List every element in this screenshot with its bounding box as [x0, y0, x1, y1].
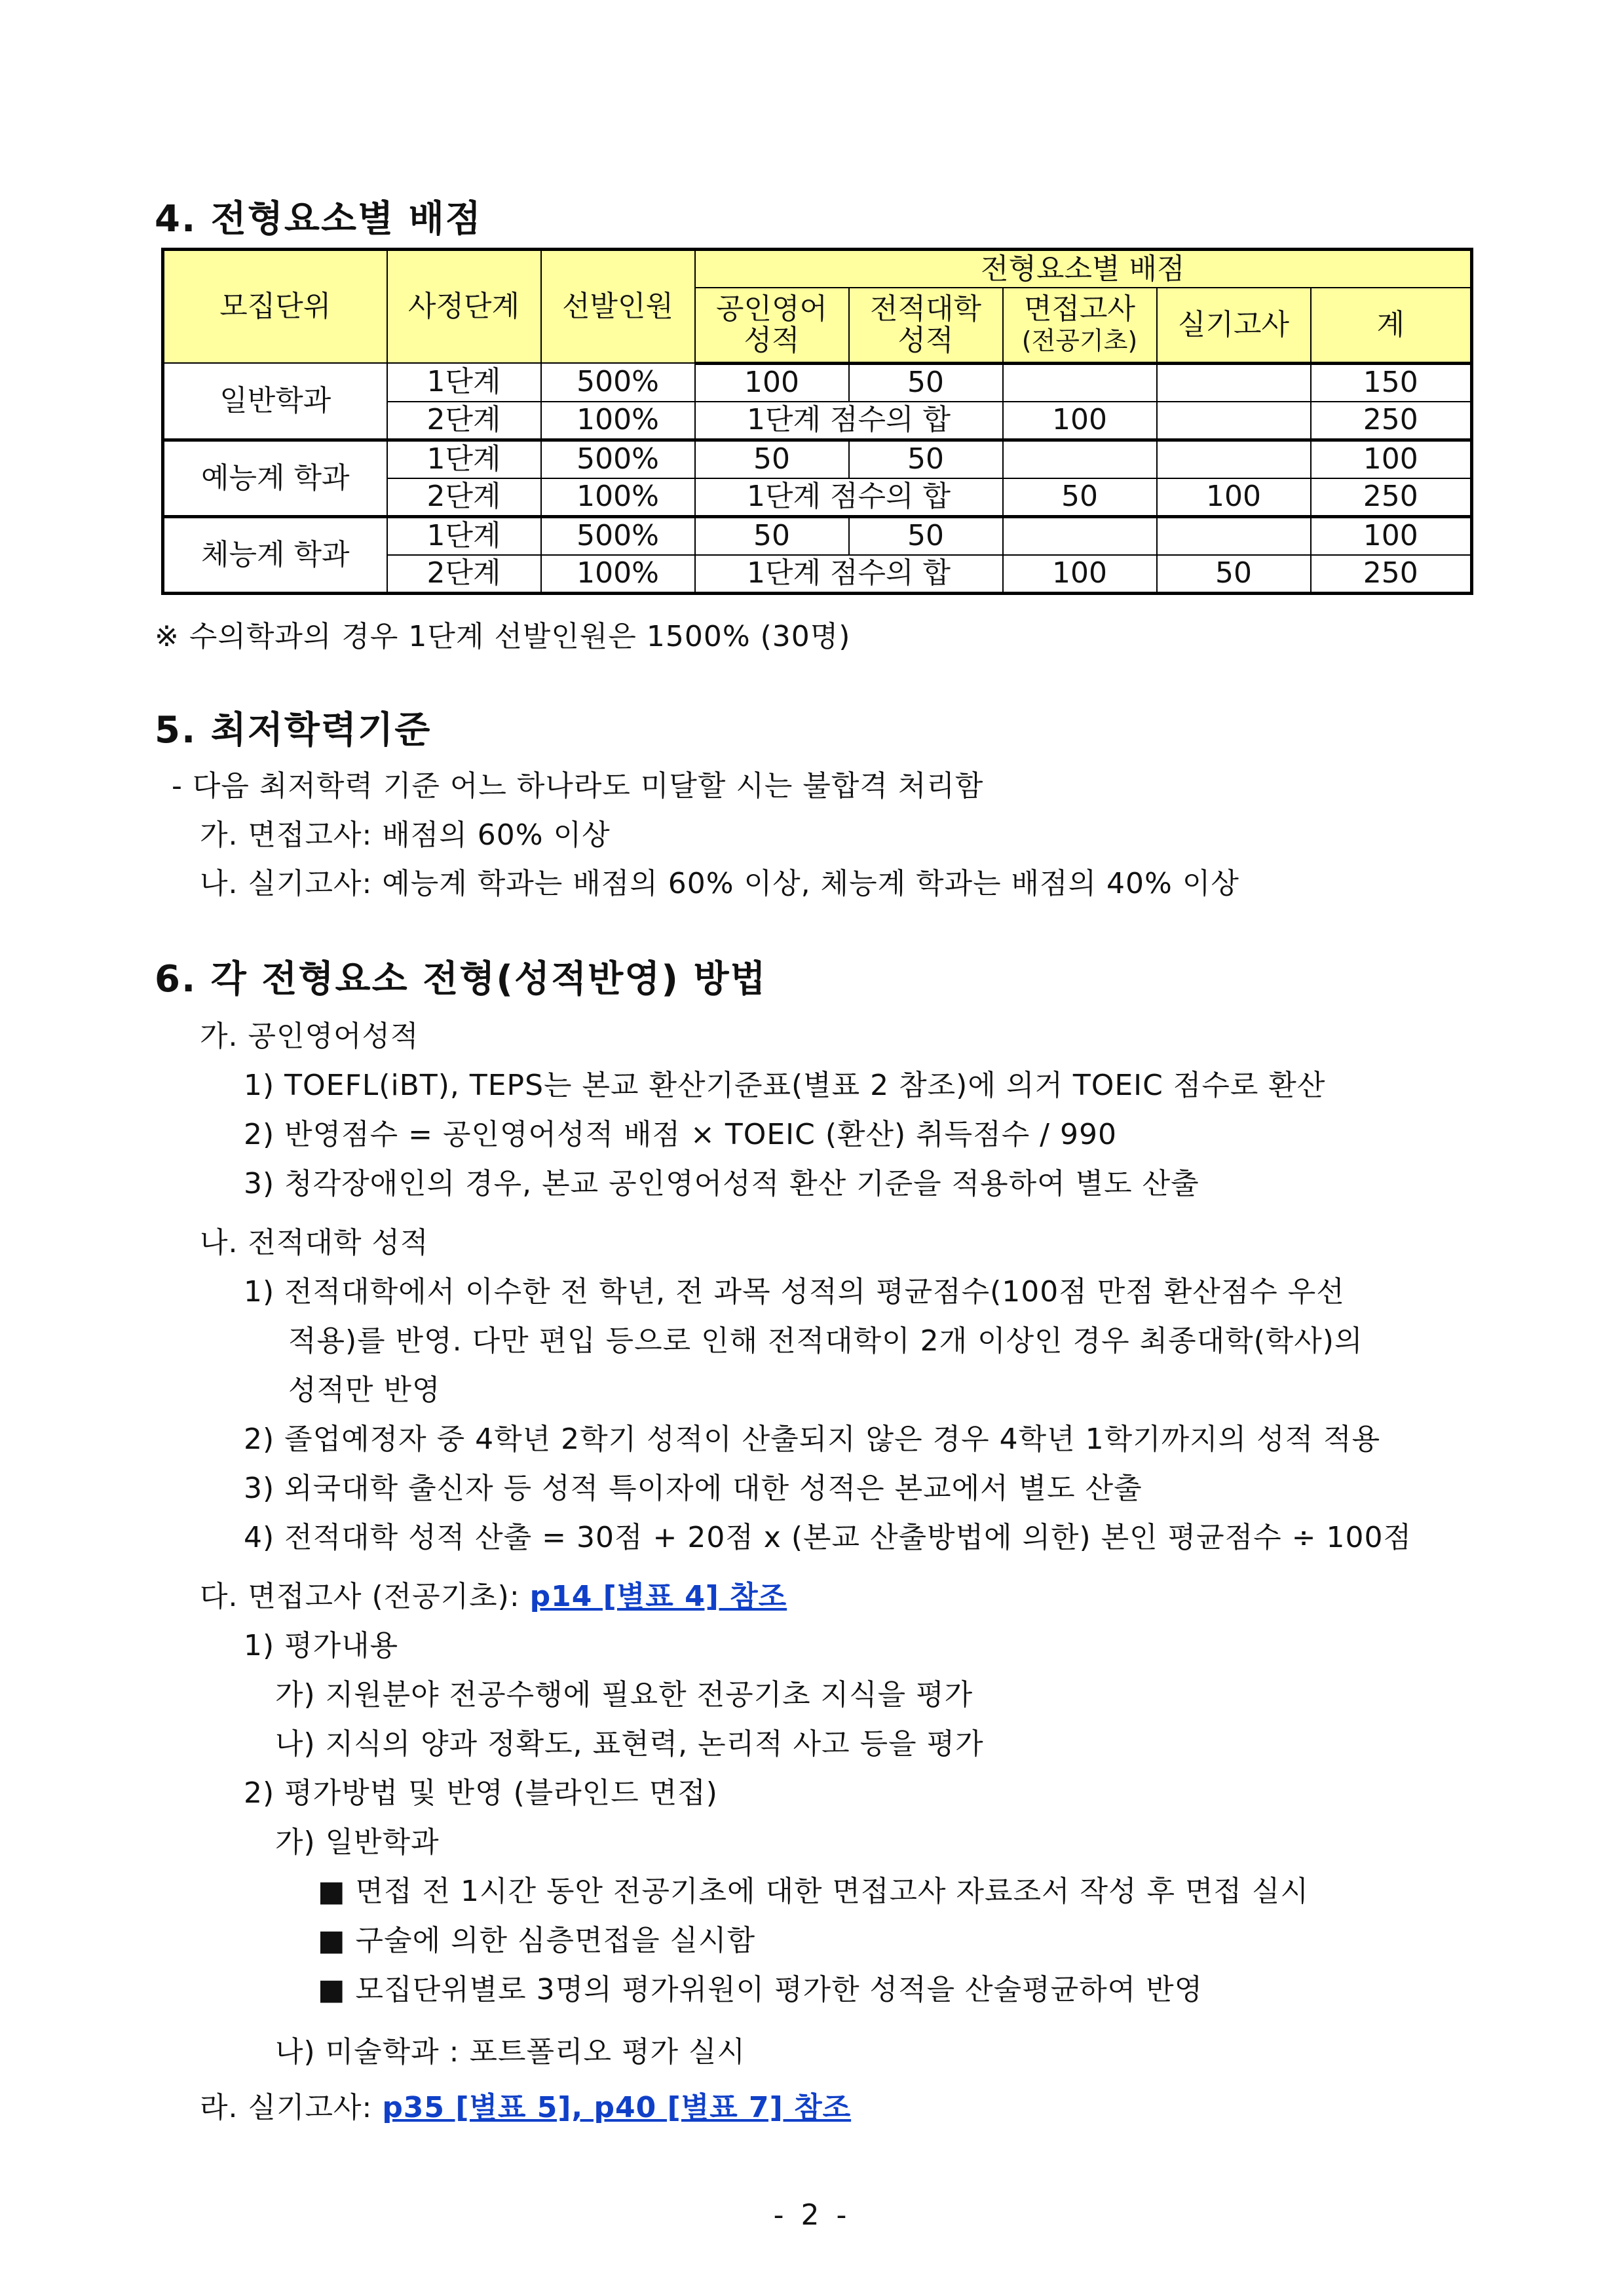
unit-name: 일반학과: [163, 363, 387, 440]
cell-ratio: 500%: [541, 440, 695, 478]
list-item: 나) 지식의 양과 정확도, 표현력, 논리적 사고 등을 평가: [275, 1727, 984, 1761]
cell-stage: 2단계: [387, 402, 541, 440]
subsection-d-title: [200, 2084, 851, 2126]
unit-name: 체능계 학과: [163, 516, 387, 593]
cell-ratio: 500%: [541, 363, 695, 402]
header-english: 공인영어 성적: [695, 288, 849, 363]
cell-interview: [1003, 516, 1157, 555]
score-table: [161, 248, 1473, 595]
cell-english: 100: [695, 363, 849, 402]
cell-stage: 2단계: [387, 478, 541, 517]
list-item: 3) 외국대학 출신자 등 성적 특이자에 대한 성적은 본교에서 별도 산출: [244, 1472, 1142, 1505]
unit-name: 예능계 학과: [163, 440, 387, 516]
list-item: 1) 평가내용: [244, 1629, 399, 1662]
list-item: 3) 청각장애인의 경우, 본교 공인영어성적 환산 기준을 적용하여 별도 산출: [244, 1167, 1199, 1200]
list-item: 가) 지원분야 전공수행에 필요한 전공기초 지식을 평가: [275, 1678, 973, 1712]
cell-practical: [1157, 516, 1311, 555]
cell-interview: 100: [1003, 555, 1157, 594]
cell-interview: 50: [1003, 478, 1157, 517]
header-stage: 사정단계: [387, 250, 541, 364]
cell-stage: 1단계: [387, 440, 541, 478]
cell-ratio: 500%: [541, 516, 695, 555]
list-item: 2) 졸업예정자 중 4학년 2학기 성적이 산출되지 않은 경우 4학년 1학기까지의 성적 적용: [244, 1423, 1381, 1456]
subsection-b-title: 나. 전적대학 성적: [200, 1226, 429, 1259]
cell-total: 100: [1311, 440, 1472, 478]
cell-total: 250: [1311, 555, 1472, 594]
list-item: 나) 미술학과 : 포트폴리오 평가 실시: [275, 2035, 746, 2069]
list-item-continued: 적용)를 반영. 다만 편입 등으로 인해 전적대학이 2개 이상인 경우 최종대학(학사)의: [288, 1324, 1363, 1358]
cell-practical: [1157, 363, 1311, 402]
list-item: 2) 평가방법 및 반영 (블라인드 면접): [244, 1776, 718, 1810]
interview-reference-link[interactable]: p14 [별표 4] 참조: [529, 1580, 787, 1613]
cell-interview: [1003, 363, 1157, 402]
cell-total: 150: [1311, 363, 1472, 402]
header-prev: 전적대학 성적: [849, 288, 1003, 363]
cell-practical: 100: [1157, 478, 1311, 517]
cell-merged: 1단계 점수의 합: [695, 478, 1003, 517]
criteria-practical: 나. 실기고사: 예능계 학과는 배점의 60% 이상, 체능계 학과는 배점의 40% 이상: [200, 867, 1239, 900]
criteria-intro: - 다음 최저학력 기준 어느 하나라도 미달할 시는 불합격 처리함: [172, 769, 984, 803]
cell-stage: 1단계: [387, 516, 541, 555]
header-interview-sub: (전공기초): [1021, 326, 1138, 355]
cell-practical: [1157, 402, 1311, 440]
cell-prev: 50: [849, 363, 1003, 402]
list-item-continued: 성적만 반영: [288, 1373, 441, 1407]
page-number: - 2 -: [773, 2198, 851, 2232]
subsection-d-label: 라. 실기고사:: [200, 2091, 383, 2124]
subsection-c-label: 다. 면접고사 (전공기초):: [200, 1580, 530, 1613]
header-interview: [1003, 288, 1157, 363]
header-practical: 실기고사: [1157, 288, 1311, 363]
cell-interview: [1003, 440, 1157, 478]
cell-english: 50: [695, 440, 849, 478]
list-item: 1) TOEFL(iBT), TEPS는 본교 환산기준표(별표 2 참조)에 의거 TOEIC 점수로 환산: [244, 1069, 1326, 1102]
cell-practical: 50: [1157, 555, 1311, 594]
cell-ratio: 100%: [541, 478, 695, 517]
cell-prev: 50: [849, 440, 1003, 478]
section-4-title: 4. 전형요소별 배점: [155, 198, 482, 240]
cell-english: 50: [695, 516, 849, 555]
subsection-a-title: 가. 공인영어성적: [200, 1020, 419, 1053]
cell-merged: 1단계 점수의 합: [695, 402, 1003, 440]
bullet-item: ■ 면접 전 1시간 동안 전공기초에 대한 면접고사 자료조서 작성 후 면접 실시: [318, 1875, 1310, 1908]
cell-interview: 100: [1003, 402, 1157, 440]
list-item: 1) 전적대학에서 이수한 전 학년, 전 과목 성적의 평균점수(100점 만점 환산점수 우선: [244, 1275, 1345, 1309]
list-item: 2) 반영점수 = 공인영어성적 배점 × TOEIC (환산) 취득점수 / 990: [244, 1118, 1117, 1151]
cell-practical: [1157, 440, 1311, 478]
header-group: 전형요소별 배점: [695, 250, 1472, 288]
bullet-item: ■ 구술에 의한 심층면접을 실시함: [318, 1924, 756, 1957]
cell-ratio: 100%: [541, 402, 695, 440]
cell-total: 250: [1311, 402, 1472, 440]
criteria-interview: 가. 면접고사: 배점의 60% 이상: [200, 818, 611, 852]
section-5-title: 5. 최저학력기준: [155, 709, 432, 752]
section-6-title: 6. 각 전형요소 전형(성적반영) 방법: [155, 958, 767, 1001]
list-item: 4) 전적대학 성적 산출 = 30점 + 20점 x (본교 산출방법에 의한) 본인 평균점수 ÷ 100점: [244, 1521, 1412, 1554]
header-ratio: 선발인원: [541, 250, 695, 364]
cell-total: 100: [1311, 516, 1472, 555]
header-unit: 모집단위: [163, 250, 387, 364]
cell-merged: 1단계 점수의 합: [695, 555, 1003, 594]
subsection-c-title: [200, 1573, 787, 1615]
header-total: 계: [1311, 288, 1472, 363]
table-note: ※ 수의학과의 경우 1단계 선발인원은 1500% (30명): [155, 620, 851, 653]
list-item: 가) 일반학과: [275, 1826, 440, 1859]
cell-prev: 50: [849, 516, 1003, 555]
header-interview-label: 면접고사: [1023, 292, 1135, 326]
cell-stage: 1단계: [387, 363, 541, 402]
cell-total: 250: [1311, 478, 1472, 517]
bullet-item: ■ 모집단위별로 3명의 평가위원이 평가한 성적을 산술평균하여 반영: [318, 1973, 1203, 2006]
cell-stage: 2단계: [387, 555, 541, 594]
cell-ratio: 100%: [541, 555, 695, 594]
practical-reference-link[interactable]: p35 [별표 5], p40 [별표 7] 참조: [382, 2091, 852, 2124]
